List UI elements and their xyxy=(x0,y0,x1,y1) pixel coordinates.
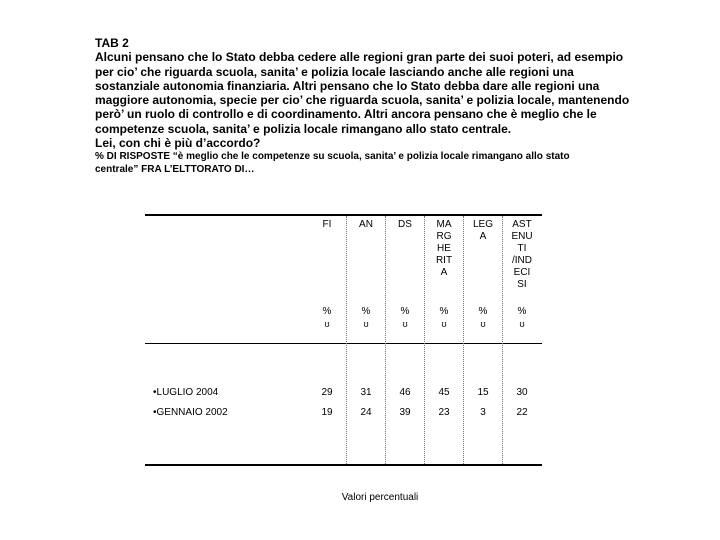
col-header-margherita: MA RG HE RIT A xyxy=(435,219,453,278)
column-divider xyxy=(385,216,386,464)
top-rule xyxy=(145,214,542,216)
table-cell: 23 xyxy=(438,407,450,418)
survey-question: Alcuni pensano che lo Stato debba cedere alle regioni gran parte dei suoi poteri, ad esempio per cio’ che riguarda scuola, sanita’ e polizia locale lasciando anche alle regioni una sostanziale autonomia finanziaria. Altri pensano che lo Stato debba dare alle regioni una maggiore autonomia, specie per cio’ che riguarda scuola, sanita’ e polizia locale, mantenendo però’ un ruolo di controllo e di coordinamento. Altri ancora pensano che è meglio che le competenze scuola, sanita’ e polizia locale rimangano allo stato centrale. Lei, con chi è più d’accordo? xyxy=(95,50,630,151)
unit-label: % ʊ xyxy=(517,306,527,329)
table-cell: 31 xyxy=(360,387,372,398)
col-header-fi: FI xyxy=(322,219,332,230)
col-header-an: AN xyxy=(359,219,373,230)
unit-label: % ʊ xyxy=(439,306,449,329)
table-cell: 30 xyxy=(516,387,528,398)
col-header-astenuti: AST ENU TI /IND ECI SI xyxy=(511,219,533,290)
table-cell: 22 xyxy=(516,407,528,418)
table-cell: 3 xyxy=(480,407,486,418)
row-label-gennaio-2002: •GENNAIO 2002 xyxy=(153,407,228,418)
table-title: TAB 2 xyxy=(95,36,129,50)
table-cell: 46 xyxy=(399,387,411,398)
unit-label: % ʊ xyxy=(322,306,332,329)
header-rule xyxy=(145,343,542,344)
unit-label: % ʊ xyxy=(478,306,488,329)
table-subtitle: % DI RISPOSTE “è meglio che le competenze su scuola, sanita’ e polizia locale rimangano allo stato centrale” FRA L’ELTTORATO DI… xyxy=(95,151,570,175)
col-header-ds: DS xyxy=(398,219,412,230)
col-header-lega: LEG A xyxy=(472,219,493,242)
unit-label: % ʊ xyxy=(400,306,410,329)
table-cell: 45 xyxy=(438,387,450,398)
table-cell: 29 xyxy=(321,387,333,398)
table-cell: 15 xyxy=(477,387,489,398)
column-divider xyxy=(463,216,464,464)
bottom-rule xyxy=(145,464,542,466)
results-table xyxy=(145,214,542,466)
table-cell: 24 xyxy=(360,407,372,418)
row-label-luglio-2004: •LUGLIO 2004 xyxy=(153,387,219,398)
unit-label: % ʊ xyxy=(361,306,371,329)
column-divider xyxy=(346,216,347,464)
table-cell: 39 xyxy=(399,407,411,418)
header xyxy=(95,36,655,176)
footer-note: Valori percentuali xyxy=(341,492,419,503)
table-cell: 19 xyxy=(321,407,333,418)
